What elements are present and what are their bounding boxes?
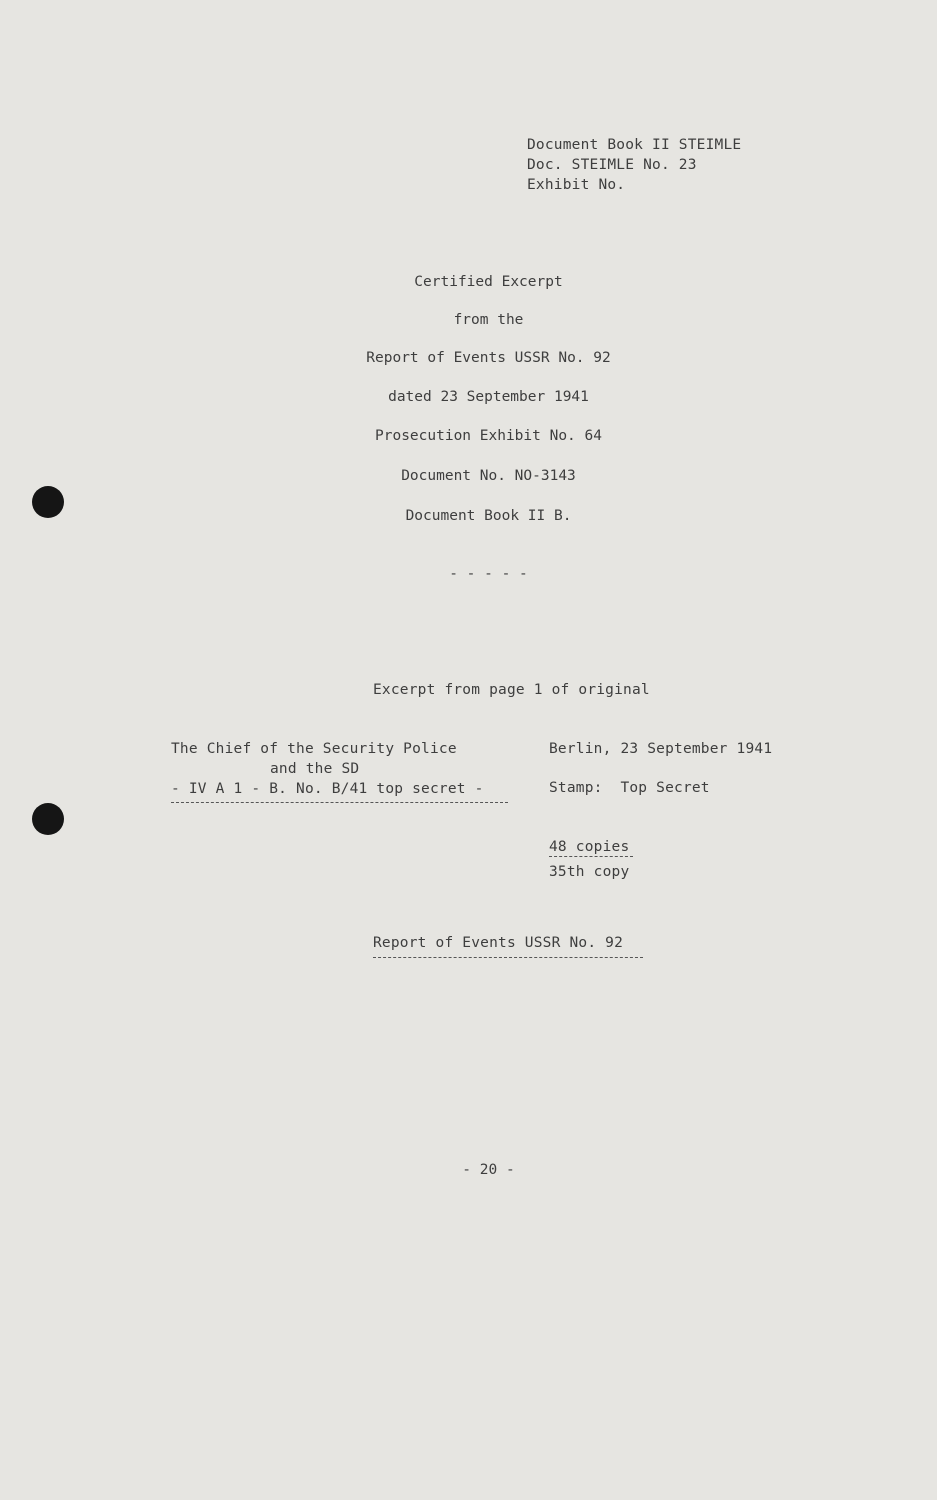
title-report-of-events: Report of Events USSR No. 92 <box>366 350 611 366</box>
report-title: Report of Events USSR No. 92 <box>373 935 624 951</box>
copies-underline <box>549 856 633 857</box>
copy-number: 35th copy <box>549 864 630 880</box>
punch-hole <box>32 803 64 835</box>
excerpt-note: Excerpt from page 1 of original <box>373 682 650 698</box>
title-document-book: Document Book II B. <box>405 508 572 524</box>
sender-line1: The Chief of the Security Police <box>171 741 457 757</box>
sender-underline <box>171 802 508 803</box>
title-separator: - - - - - <box>449 566 528 582</box>
sender-line2: and the SD <box>270 761 360 777</box>
sender-reference: - IV A 1 - B. No. B/41 top secret - <box>171 781 484 797</box>
report-title-underline <box>373 957 643 958</box>
title-from-the: from the <box>453 312 524 328</box>
place-date: Berlin, 23 September 1941 <box>549 741 773 757</box>
title-certified-excerpt: Certified Excerpt <box>414 274 563 290</box>
stamp-top-secret: Stamp: Top Secret <box>549 780 710 796</box>
header-document-book: Document Book II STEIMLE <box>527 137 742 153</box>
header-exhibit-number: Exhibit No. <box>527 177 626 193</box>
title-prosecution-exhibit: Prosecution Exhibit No. 64 <box>375 428 602 444</box>
header-doc-number: Doc. STEIMLE No. 23 <box>527 157 697 173</box>
copies-count: 48 copies <box>549 839 630 855</box>
page-number: - 20 - <box>462 1162 515 1178</box>
title-dated: dated 23 September 1941 <box>388 389 589 405</box>
title-document-number: Document No. NO-3143 <box>401 468 576 484</box>
